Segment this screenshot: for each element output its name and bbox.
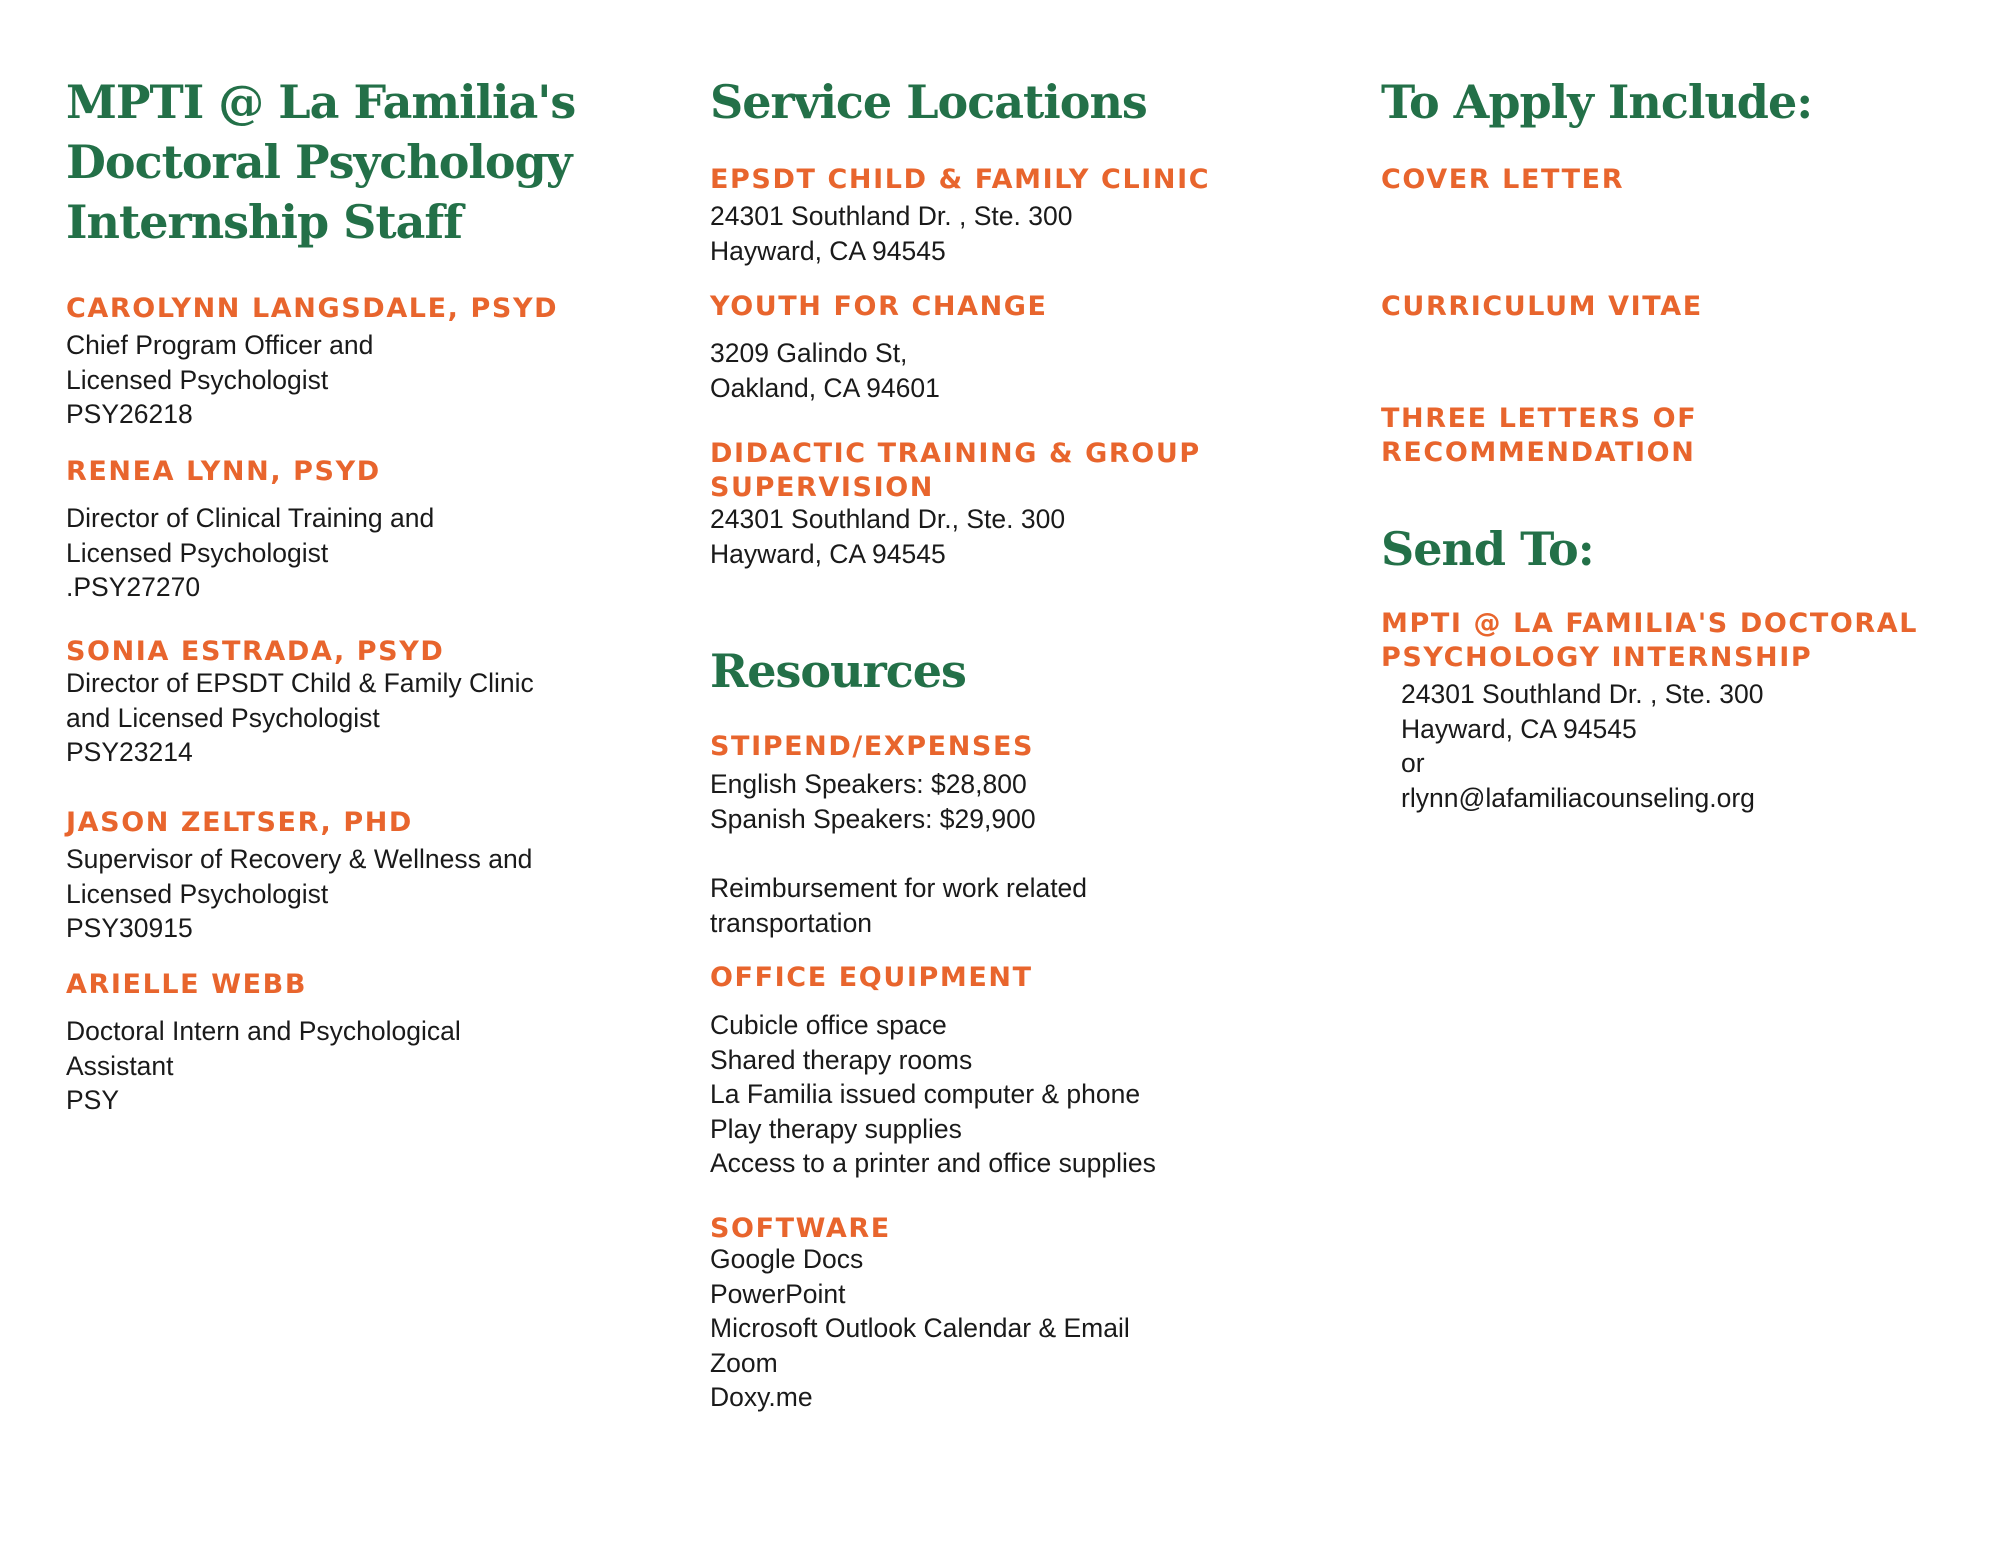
location-name: DIDACTIC TRAINING & GROUP SUPERVISION: [710, 438, 1201, 503]
stipend-heading: STIPEND/EXPENSES: [710, 731, 1035, 762]
send-email[interactable]: rlynn@lafamiliacounseling.org: [1401, 782, 1755, 813]
software-heading: SOFTWARE: [710, 1213, 891, 1244]
staff-name: CAROLYNN LANGSDALE, PSYD: [66, 293, 559, 324]
staff-name: ARIELLE WEBB: [66, 969, 308, 1000]
location-name: EPSDT CHILD & FAMILY CLINIC: [710, 164, 1211, 195]
staff-details: Doctoral Intern and Psychological Assistant PSY: [66, 1016, 461, 1115]
locations-title: Service Locations: [710, 75, 1147, 129]
staff-title: MPTI @ La Familia's Doctoral Psychology Internship Staff: [66, 75, 576, 249]
apply-item: CURRICULUM VITAE: [1381, 291, 1703, 322]
staff-details: Director of Clinical Training and Licensed Psychologist .PSY27270: [66, 503, 435, 602]
staff-name: RENEA LYNN, PSYD: [66, 456, 381, 487]
resources-title: Resources: [710, 644, 966, 698]
location-address: 24301 Southland Dr. , Ste. 300 Hayward, CA 94545: [710, 201, 1073, 266]
location-name: YOUTH FOR CHANGE: [710, 291, 1048, 322]
staff-name: JASON ZELTSER, PHD: [66, 807, 413, 838]
staff-name: SONIA ESTRADA, PSYD: [66, 636, 445, 667]
send-address: 24301 Southland Dr. , Ste. 300 Hayward, CA 94545 or rlynn@lafamiliacounseling.org: [1401, 677, 1763, 815]
equipment-list: Cubicle office space Shared therapy rooms La Familia issued computer & phone Play therapy supplies Access to a printer and office supplies: [710, 1010, 1156, 1178]
apply-item: COVER LETTER: [1381, 164, 1625, 195]
stipend-reimbursement: Reimbursement for work related transportation: [710, 873, 1088, 938]
stipend-amounts: English Speakers: $28,800 Spanish Speakers: $29,900: [710, 769, 1036, 834]
apply-item: THREE LETTERS OF RECOMMENDATION: [1381, 403, 1698, 468]
equipment-heading: OFFICE EQUIPMENT: [710, 962, 1033, 993]
staff-details: Supervisor of Recovery & Wellness and Licensed Psychologist PSY30915: [66, 844, 533, 943]
send-title: Send To:: [1381, 522, 1594, 576]
software-list: Google Docs PowerPoint Microsoft Outlook Calendar & Email Zoom Doxy.me: [710, 1244, 1130, 1412]
location-address: 24301 Southland Dr., Ste. 300 Hayward, CA 94545: [710, 504, 1066, 569]
location-address: 3209 Galindo St, Oakland, CA 94601: [710, 338, 940, 403]
apply-title: To Apply Include:: [1381, 75, 1813, 129]
staff-details: Director of EPSDT Child & Family Clinic and Licensed Psychologist PSY23214: [66, 668, 534, 767]
staff-details: Chief Program Officer and Licensed Psychologist PSY26218: [66, 330, 374, 429]
send-organization: MPTI @ LA FAMILIA'S DOCTORAL PSYCHOLOGY INTERNSHIP: [1381, 608, 1919, 673]
